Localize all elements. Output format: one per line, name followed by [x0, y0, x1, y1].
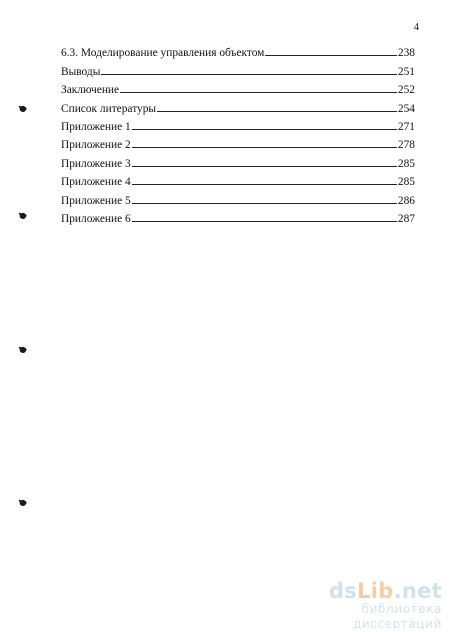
toc-entry — [61, 170, 415, 188]
toc-entry-page: 252 — [397, 84, 415, 97]
toc-leader-line — [157, 110, 397, 112]
toc-entry — [61, 207, 415, 225]
toc-entry-label: Приложение 4 — [61, 176, 131, 189]
toc-leader-line — [265, 54, 397, 56]
toc-entry-label: Приложение 1 — [61, 120, 131, 133]
scan-punch-mark — [19, 499, 27, 507]
toc-leader-line — [101, 73, 397, 75]
table-of-contents — [61, 41, 415, 225]
toc-entry-label: Приложение 2 — [61, 139, 131, 152]
toc-entry — [61, 41, 415, 59]
toc-leader-line — [120, 91, 397, 93]
toc-entry-page: 285 — [397, 176, 415, 189]
toc-leader-line — [132, 202, 397, 204]
toc-entry-page: 278 — [397, 139, 415, 152]
toc-entry — [61, 96, 415, 114]
toc-leader-line — [132, 146, 397, 148]
toc-entry-page: 238 — [397, 47, 415, 60]
toc-entry — [61, 188, 415, 206]
toc-entry — [61, 59, 415, 77]
toc-entry-label: Заключение — [61, 84, 120, 97]
scan-punch-mark — [19, 105, 27, 113]
page-number: 4 — [414, 22, 419, 33]
toc-entry-page: 287 — [397, 212, 415, 225]
toc-entry — [61, 151, 415, 169]
dslib-logo — [270, 580, 442, 602]
scan-punch-mark — [19, 212, 27, 220]
toc-entry-page: 271 — [397, 120, 415, 133]
toc-leader-line — [132, 165, 397, 167]
toc-entry-label: Приложение 5 — [61, 194, 131, 207]
toc-leader-line — [132, 128, 397, 130]
toc-entry-label: Приложение 3 — [61, 157, 131, 170]
toc-entry — [61, 133, 415, 151]
toc-entry-page: 251 — [397, 65, 415, 78]
logo-net: .net — [393, 579, 442, 603]
dslib-watermark — [270, 580, 442, 632]
toc-entry — [61, 115, 415, 133]
toc-entry-label: Выводы — [61, 65, 101, 78]
dslib-tagline: библиотека диссертаций — [352, 602, 442, 631]
toc-entry — [61, 78, 415, 96]
toc-entry-label: 6.3. Моделирование управления объектом — [61, 47, 265, 60]
toc-entry-page: 286 — [397, 194, 415, 207]
logo-lib: Lib — [357, 579, 394, 603]
toc-leader-line — [132, 220, 397, 222]
toc-entry-label: Список литературы — [61, 102, 157, 115]
toc-leader-line — [132, 183, 397, 185]
scan-punch-mark — [19, 346, 27, 354]
toc-entry-page: 254 — [397, 102, 415, 115]
logo-ds: ds — [328, 579, 358, 603]
toc-entry-label: Приложение 6 — [61, 212, 131, 225]
toc-entry-page: 285 — [397, 157, 415, 170]
